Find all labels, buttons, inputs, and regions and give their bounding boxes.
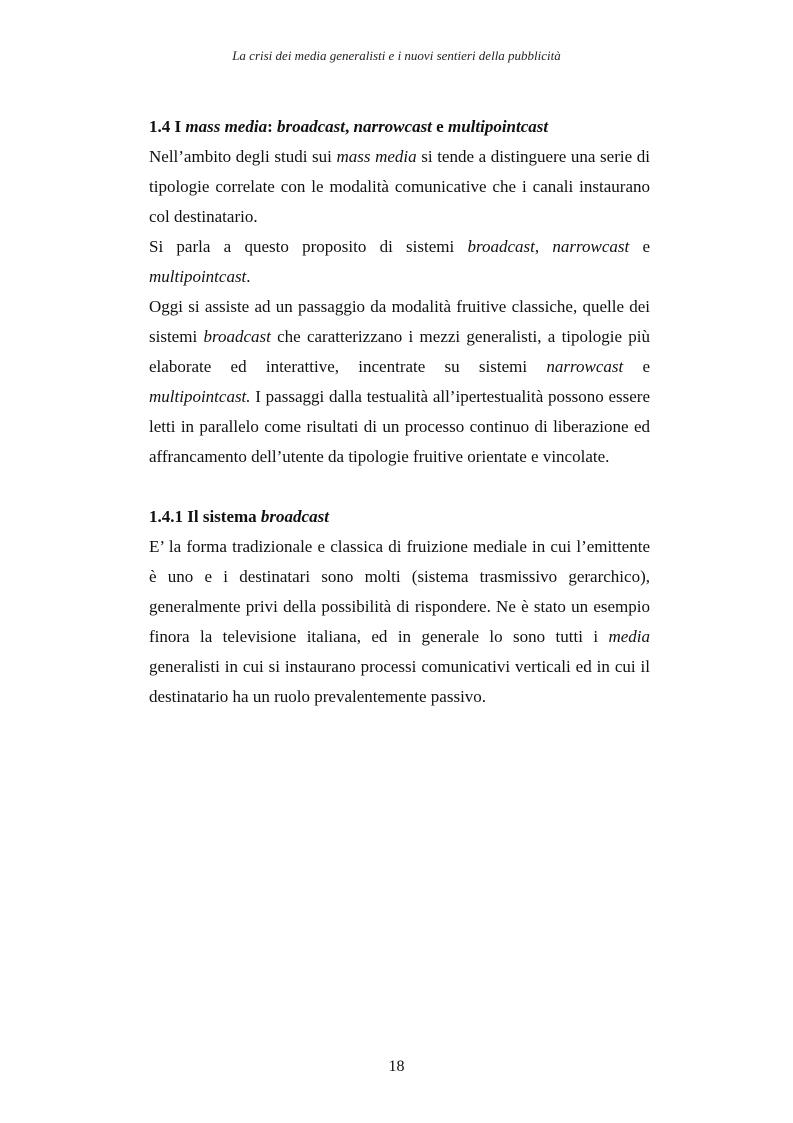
paragraph-1 [149, 142, 650, 232]
heading-colon: : [267, 117, 277, 136]
subheading-number: 1.4.1 Il sistema [149, 507, 261, 526]
paragraph-3-text-a: Oggi si assiste ad un passaggio da modalità fruitive classiche, quelle dei sistemi [149, 297, 650, 346]
paragraph-3-term-broadcast: broadcast [203, 327, 271, 346]
section-heading-1-4-1 [149, 502, 650, 532]
paragraph-4-text-a: E’ la forma tradizionale e classica di fruizione mediale in cui l’emittente è uno e i destinatari sono molti (sistema trasmissivo gerarchico), generalmente privi della possibilità di rispondere. Ne è stato un esempio finora la televisione italiana, ed in generale lo sono tutti i [149, 537, 650, 646]
paragraph-2-text-e: e [629, 237, 651, 256]
paragraph-3-term-multipointcast: multipointcast. [149, 387, 251, 406]
paragraph-2-term-narrowcast: narrowcast [552, 237, 630, 256]
paragraph-2 [149, 232, 650, 292]
paragraph-2-term-multipointcast: multipointcast [149, 267, 247, 286]
paragraph-3-text-c: che caratterizzano i mezzi generalisti, a tipologie più elaborate ed interattive, incentrate su sistemi [149, 327, 651, 376]
heading-term-broadcast: broadcast [277, 117, 345, 136]
paragraph-1-text-a: Nell’ambito degli studi sui [149, 147, 337, 166]
paragraph-4 [149, 532, 650, 712]
heading-term-mass-media: mass media [185, 117, 268, 136]
paragraph-4-text-c: generalisti in cui si instaurano processi comunicativi verticali ed in cui il destinatario ha un ruolo prevalentemente passivo. [149, 657, 650, 706]
paragraph-1-text-c: si tende a distinguere una serie di tipologie correlate con le modalità comunicative che i canali instaurano col destinatario. [149, 147, 650, 226]
paragraph-2-text-c: , [534, 237, 553, 256]
paragraph-3-term-narrowcast: narrowcast [546, 357, 624, 376]
heading-number: 1.4 I [149, 117, 186, 136]
paragraph-2-text-a: Si parla a questo proposito di sistemi [149, 237, 468, 256]
heading-comma: , [345, 117, 354, 136]
paragraph-2-text-g: . [246, 267, 251, 286]
paragraph-2-term-broadcast: broadcast [467, 237, 535, 256]
heading-term-narrowcast: narrowcast [353, 117, 432, 136]
paragraph-4-term-media: media [608, 627, 650, 646]
running-header: La crisi dei media generalisti e i nuovi sentieri della pubblicità [232, 48, 561, 63]
page-body [149, 112, 650, 712]
heading-term-multipointcast: multipointcast [447, 117, 549, 136]
section-heading-1-4 [149, 112, 650, 142]
paragraph-3-text-e: e [623, 357, 651, 376]
heading-and: e [431, 117, 448, 136]
section-spacer [149, 472, 650, 502]
paragraph-3-text-g: I passaggi dalla testualità all’ipertestualità possono essere letti in parallelo come risultati di un processo continuo di liberazione ed affrancamento dell’utente da tipologie fruitive orientate e vincolate. [149, 387, 650, 466]
paragraph-1-term-mass-media: mass media [336, 147, 417, 166]
subheading-term-broadcast: broadcast [260, 507, 329, 526]
page-number: 18 [388, 1058, 405, 1075]
paragraph-3 [149, 292, 650, 472]
